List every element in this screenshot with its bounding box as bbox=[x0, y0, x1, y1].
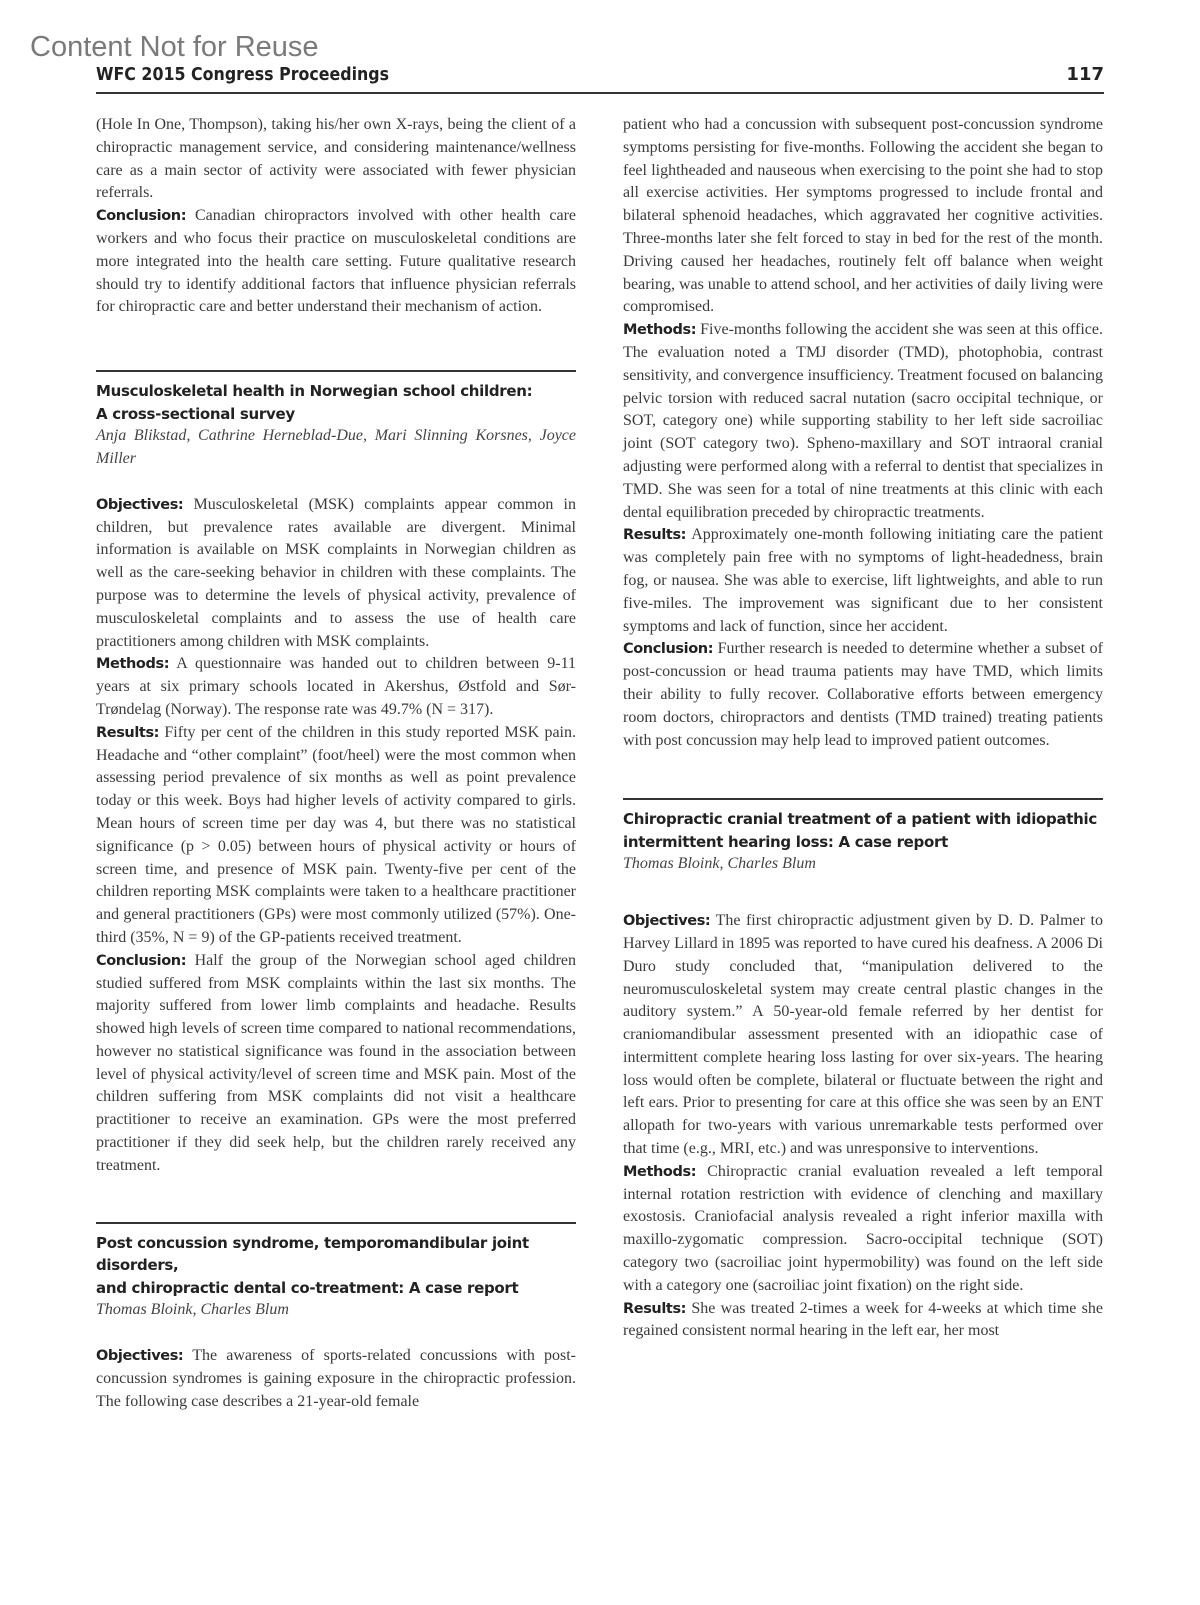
conclusion-label: Conclusion: bbox=[96, 208, 187, 225]
abstract-authors: Thomas Bloink, Charles Blum bbox=[623, 855, 816, 873]
methods-paragraph bbox=[623, 319, 1103, 524]
objectives-paragraph bbox=[623, 910, 1103, 1161]
objectives-text: Musculoskeletal (MSK) complaints appear common in children, but prevalence rates available are divergent. Minimal information is available on MSK complaints in Norwegian children as well as the care-seeking behavior in children with these complaints. The purpose was to determine the levels of physical activity, prevalence of musculoskeletal complaints and to assess the use of health care practitioners among children with MSK complaints. bbox=[96, 495, 577, 650]
journal-title: WFC 2015 Congress Proceedings bbox=[96, 64, 390, 85]
objectives-label: Objectives: bbox=[96, 496, 184, 513]
methods-paragraph bbox=[623, 1161, 1103, 1298]
methods-text: A questionnaire was handed out to children between 9-11 years at six primary schools located in Akershus, Østfold and Sør-Trøndelag (Norway). The response rate was 49.7% (N = 317). bbox=[96, 655, 576, 718]
section-divider bbox=[623, 798, 1103, 800]
methods-text: Chiropractic cranial evaluation revealed a left temporal internal rotation restriction with evidence of clenching and maxillary exostosis. Craniofacial analysis revealed a right inferior maxilla with maxillo-zygomatic compression. Sacro-occipital technique (SOT) category two (sacroiliac joint hypermobility) was found on the left side with a category one (sacroiliac joint fixation) on the right side. bbox=[623, 1162, 1103, 1294]
running-header bbox=[96, 64, 1104, 94]
results-label: Results: bbox=[623, 1300, 687, 1317]
methods-label: Methods: bbox=[623, 1163, 697, 1180]
methods-label: Methods: bbox=[96, 656, 170, 673]
abstract-musculoskeletal-health bbox=[96, 380, 576, 1178]
objectives-text: The first chiropractic adjustment given by D. D. Palmer to Harvey Lillard in 1895 was reported to have cured his deafness. A 2006 Di Duro study concluded that, “manipulation delivered to the neuromusculoskeletal system may create central plastic changes in the auditory system.” A 50-year-old female referred by her dentist for craniomandibular assessment presented with an idiopathic case of intermittent complete hearing loss lasting for over six-years. The hearing loss would often be complete, bilateral or fluctuate between the right and left ears. Prior to presenting for care at this office she was seen by an ENT allopath for two-years with various unremarkable tests performed over that time (e.g., MRI, etc.) and was unresponsive to interventions. bbox=[623, 912, 1103, 1158]
methods-text: Five-months following the accident she was seen at this office. The evaluation noted a TMJ disorder (TMD), photophobia, contrast sensitivity, and convergence insufficiency. Treatment focused on balancing pelvic torsion with reduced sacral nutation (sacro occipital technique, or SOT, category one) while supporting stability to her left side sacroiliac joint (SOT category two). Spheno-maxillary and SOT intraoral cranial adjusting were performed along with a referral to dentist that specializes in TMD. She was seen for a total of nine treatments at this clinic with each dental equilibration preceded by chiropractic treatments. bbox=[623, 321, 1103, 521]
methods-label: Methods: bbox=[623, 322, 697, 339]
abstract-title: Chiropractic cranial treatment of a patient with idiopathic intermittent hearing loss: A case report bbox=[623, 810, 1097, 851]
abstract-title: Post concussion syndrome, temporomandibular joint disorders, and chiropractic dental co-treatment: A case report bbox=[96, 1233, 529, 1297]
section-divider bbox=[96, 370, 576, 372]
conclusion-label: Conclusion: bbox=[96, 952, 187, 969]
watermark: Content Not for Reuse bbox=[30, 31, 319, 63]
conclusion-text: Further research is needed to determine whether a subset of post-concussion or head trauma patients may have TMD, which limits their ability to fully recover. Collaborative efforts between emergency room doctors, chiropractors and dentists (TMD trained) treating patients with post concussion may help lead to improved patient outcomes. bbox=[623, 640, 1103, 749]
objectives-paragraph bbox=[96, 494, 576, 654]
objectives-label: Objectives: bbox=[623, 913, 711, 930]
results-paragraph bbox=[623, 1298, 1103, 1344]
page-number: 117 bbox=[1066, 64, 1104, 85]
right-column bbox=[623, 114, 1103, 1343]
abstract-title: Musculoskeletal health in Norwegian school children: A cross-sectional survey bbox=[96, 382, 533, 423]
abstract-post-concussion bbox=[96, 1232, 576, 1414]
conclusion-paragraph bbox=[96, 205, 576, 319]
methods-paragraph bbox=[96, 653, 576, 721]
abstract-authors: Anja Blikstad, Cathrine Herneblad-Due, Mari Slinning Korsnes, Joyce Miller bbox=[96, 427, 576, 467]
conclusion-text: Canadian chiropractors involved with other health care workers and who focus their practice on musculoskeletal conditions are more integrated into the health care setting. Future qualitative research should try to identify additional factors that influence physician referrals for chiropractic care and better understand their mechanism of action. bbox=[96, 207, 576, 316]
results-paragraph bbox=[96, 722, 576, 950]
left-column bbox=[96, 114, 576, 1413]
results-label: Results: bbox=[96, 724, 160, 741]
objectives-label: Objectives: bbox=[96, 1347, 184, 1364]
section-divider bbox=[96, 1222, 576, 1224]
continued-text: patient who had a concussion with subsequent post-concussion syndrome symptoms persisting for five-months. Following the accident she began to feel lightheaded and nauseous when exercising to the point she had to stop all exercise activities. Her symptoms progressed to include frontal and bilateral sphenoid headaches, which aggravated her cognitive activities. Three-months later she felt forced to stay in bed for the rest of the month. Driving caused her headaches, routinely felt off balance when weight bearing, was unable to attend school, and her activities of daily living were compromised. bbox=[623, 116, 1103, 316]
objectives-text: The awareness of sports-related concussions with post-concussion syndromes is gaining exposure in the chiropractic profession. The following case describes a 21-year-old female bbox=[96, 1346, 577, 1410]
conclusion-text: Half the group of the Norwegian school aged children studied suffered from MSK complaints within the last six months. The majority suffered from lower limb complaints and headache. Results showed high levels of screen time compared to national recommendations, however no statistical significance was found in the association between level of physical activity/level of screen time and MSK pain. Most of the children suffering from MSK complaints did not visit a healthcare practitioner to receive an examination. GPs were the most preferred practitioner if they did seek help, but the children rarely received any treatment. bbox=[96, 951, 576, 1174]
conclusion-paragraph bbox=[96, 950, 576, 1178]
abstract-hearing-loss bbox=[623, 808, 1103, 1343]
continued-text: (Hole In One, Thompson), taking his/her own X-rays, being the client of a chiropractic management service, and considering maintenance/wellness care as a main sector of activity were associated with fewer physician referrals. bbox=[96, 116, 576, 202]
results-text: She was treated 2-times a week for 4-weeks at which time she regained consistent normal hearing in the left ear, her most bbox=[623, 1299, 1104, 1340]
results-text: Fifty per cent of the children in this study reported MSK pain. Headache and “other complaint” (foot/heel) were the most common when assessing period prevalence of six months as well as point prevalence today or this week. Boys had higher levels of activity compared to girls. Mean hours of screen time per day was 4, but there was no statistical significance (p > 0.05) between hours of physical activity or hours of screen time, and presence of MSK pain. Twenty-five per cent of the children reporting MSK complaints were taken to a healthcare practitioner and general practitioners (GPs) were most commonly utilized (57%). One-third (35%, N = 9) of the GP-patients received treatment. bbox=[96, 723, 577, 946]
conclusion-label: Conclusion: bbox=[623, 641, 714, 658]
results-text: Approximately one-month following initiating care the patient was completely pain free with no symptoms of light-headedness, brain fog, or nausea. She was able to exercise, lift lightweights, and able to run five-miles. The improvement was significant due to her consistent symptoms and lack of function, since her accident. bbox=[623, 526, 1103, 635]
objectives-paragraph bbox=[96, 1345, 576, 1413]
abstract-authors: Thomas Bloink, Charles Blum bbox=[96, 1301, 289, 1319]
conclusion-paragraph bbox=[623, 638, 1103, 752]
results-paragraph bbox=[623, 524, 1103, 638]
results-label: Results: bbox=[623, 527, 687, 544]
